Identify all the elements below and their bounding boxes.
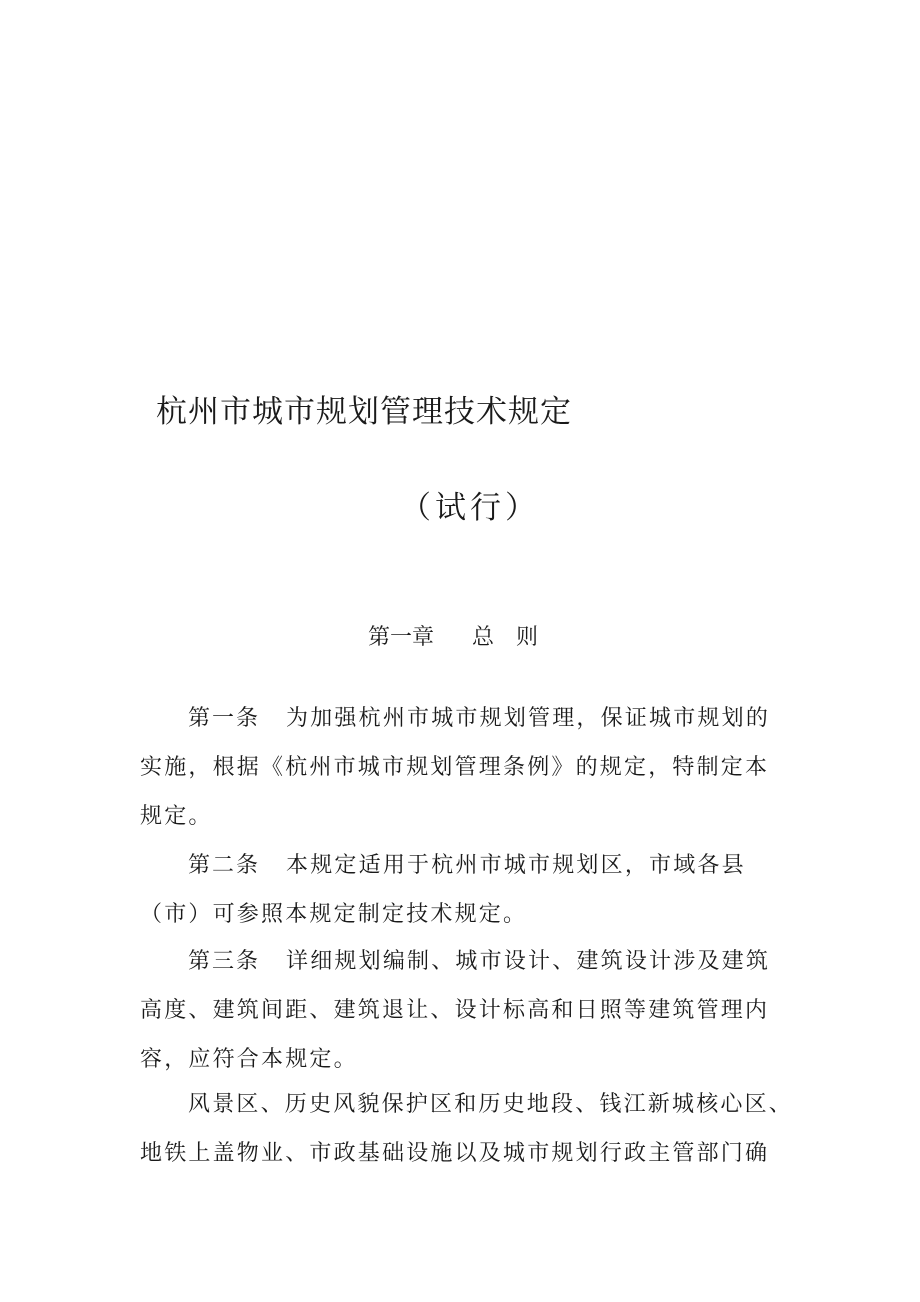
article-3-line-3: 容，应符合本规定。	[140, 1047, 358, 1072]
paragraph-4-line-2: 地铁上盖物业、市政基础设施以及城市规划行政主管部门确	[140, 1141, 770, 1166]
article-1-line-2: 实施，根据《杭州市城市规划管理条例》的规定，特制定本	[140, 755, 770, 780]
paragraph-4	[140, 1080, 794, 1178]
article-3-label: 第三条	[188, 949, 261, 974]
article-3	[140, 937, 780, 1084]
document-subtitle: （试行）	[400, 490, 540, 526]
paragraph-4-line-1: 风景区、历史风貌保护区和历史地段、钱江新城核心区、	[188, 1092, 794, 1117]
article-3-text-1: 详细规划编制、城市设计、建筑设计涉及建筑	[286, 949, 771, 974]
article-1-text-1: 为加强杭州市城市规划管理，保证城市规划的	[286, 706, 771, 731]
chapter-name-part-1: 总	[472, 625, 495, 650]
article-1-label: 第一条	[188, 706, 261, 731]
article-2-text-1: 本规定适用于杭州市城市规划区，市域各县	[286, 853, 746, 878]
article-3-line-1	[140, 937, 780, 986]
chapter-heading	[368, 620, 538, 651]
article-2	[140, 841, 780, 939]
chapter-name-part-2: 则	[516, 625, 539, 650]
article-2-label: 第二条	[188, 853, 261, 878]
article-1-line-3: 规定。	[140, 804, 213, 829]
article-2-line-1	[140, 841, 780, 890]
article-3-line-2: 高度、建筑间距、建筑退让、设计标高和日照等建筑管理内	[140, 998, 770, 1023]
article-1	[140, 694, 780, 841]
chapter-number: 第一章	[368, 625, 435, 650]
document-title: 杭州市城市规划管理技术规定	[156, 394, 572, 430]
article-2-line-2: （市）可参照本规定制定技术规定。	[140, 902, 528, 927]
article-1-line-1	[140, 694, 780, 743]
